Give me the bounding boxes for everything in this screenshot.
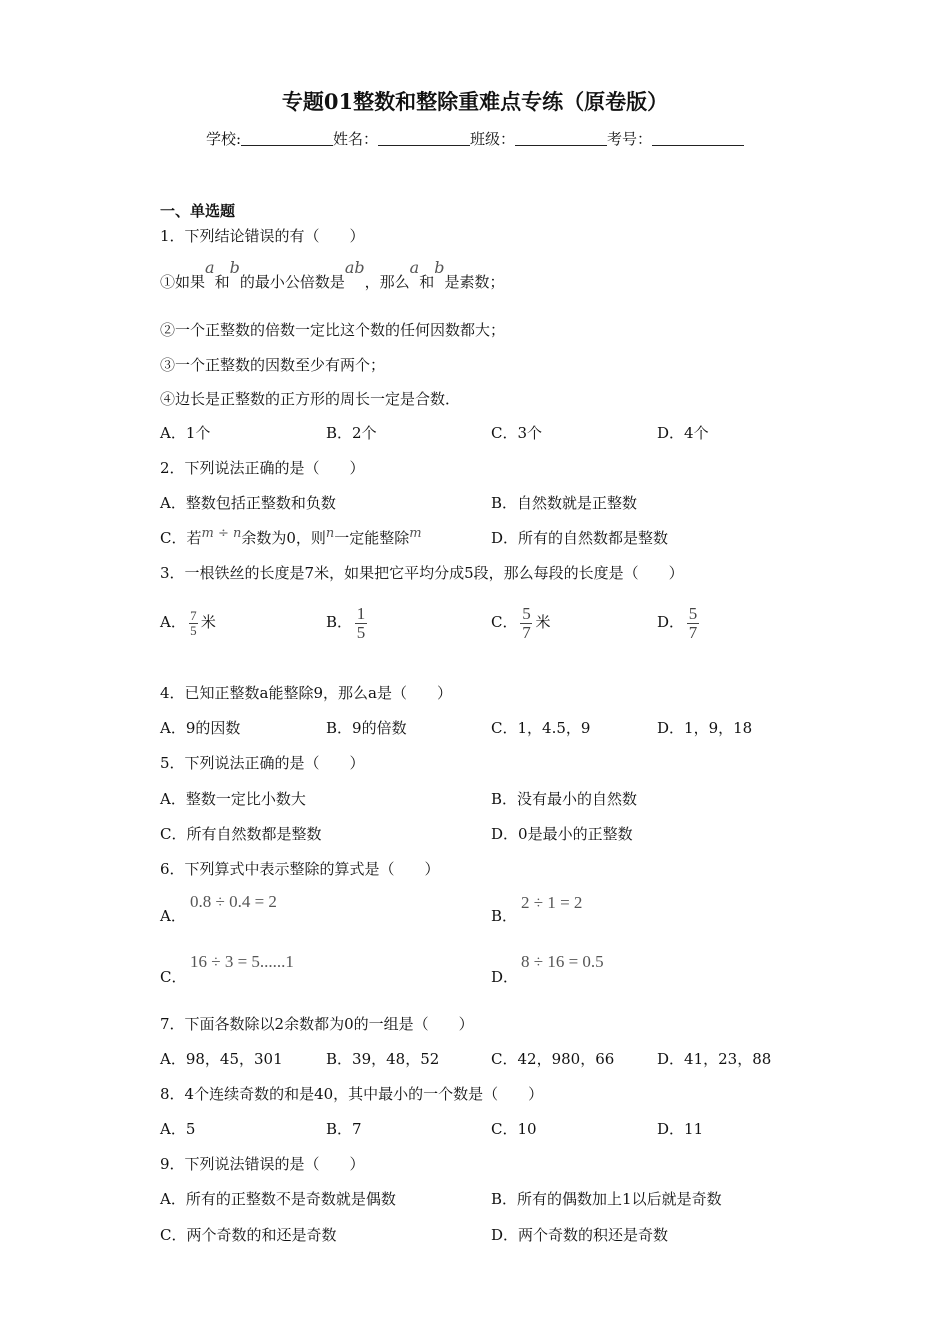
q2-c-text: 一定能整除 [334, 529, 410, 547]
denominator: 5 [190, 622, 197, 638]
q8-stem: 8．4个连续奇数的和是40，其中最小的一个数是（ ） [160, 1085, 544, 1103]
var-b: b [229, 258, 240, 277]
q9-option-a[interactable]: A．所有的正整数不是奇数就是偶数 [160, 1190, 396, 1208]
q9-option-c[interactable]: C．两个奇数的和还是奇数 [160, 1226, 337, 1244]
q2-option-d[interactable]: D．所有的自然数都是整数 [491, 529, 669, 547]
section-heading: 一、单选题 [160, 202, 236, 220]
q3-c-label: C． [491, 613, 518, 631]
q3-option-c[interactable] [491, 602, 551, 642]
q3-option-d[interactable] [657, 602, 702, 642]
q1-stem: 1．下列结论错误的有（ ） [160, 227, 365, 245]
q1-option-b[interactable]: B．2个 [326, 424, 377, 442]
var-b: b [434, 258, 445, 277]
page-title: 专题01整数和整除重难点专练（原卷版） [281, 89, 669, 114]
q1-statement-3: ③一个正整数的因数至少有两个； [160, 356, 386, 374]
q8-option-c[interactable]: C．10 [491, 1120, 537, 1138]
numerator: 5 [522, 603, 531, 623]
q5-option-c[interactable]: C．所有自然数都是整数 [160, 825, 322, 843]
school-blank[interactable] [241, 131, 333, 146]
denominator: 7 [688, 622, 698, 642]
q4-option-b[interactable]: B．9的倍数 [326, 719, 407, 737]
unit: 米 [200, 613, 216, 631]
q7-stem: 7．下面各数除以2余数都为0的一组是（ ） [160, 1015, 474, 1033]
q6-option-c-expr: 16 ÷ 3 = 5......1 [190, 952, 294, 971]
q1-option-d[interactable]: D．4个 [657, 424, 709, 442]
q1-s1-text: 和 [214, 273, 230, 291]
denominator: 5 [356, 622, 366, 642]
q6-option-b-label[interactable]: B． [491, 907, 518, 925]
q6-option-c-label[interactable]: C． [160, 968, 187, 986]
q7-option-a[interactable]: A．98，45，301 [160, 1050, 283, 1068]
q2-c-text: 余数为0，则 [241, 529, 326, 547]
numerator: 1 [356, 603, 366, 623]
q8-option-b[interactable]: B．7 [326, 1120, 362, 1138]
q6-option-a-expr: 0.8 ÷ 0.4 = 2 [190, 892, 277, 911]
q6-option-d-label[interactable]: D． [491, 968, 519, 986]
fraction-7-5 [189, 609, 198, 638]
name-label: 姓名： [333, 130, 379, 148]
q6-option-d-expr: 8 ÷ 16 = 0.5 [521, 952, 604, 971]
numerator: 7 [190, 607, 197, 623]
name-blank[interactable] [378, 131, 470, 146]
q3-a-label: A． [160, 613, 186, 631]
exam-number-label: 考号： [607, 130, 653, 148]
q7-option-d[interactable]: D．41，23，88 [657, 1050, 772, 1068]
fraction-5-7 [687, 605, 699, 642]
var-m: m [409, 526, 422, 541]
q1-s1-text: 和 [419, 273, 435, 291]
var-a: a [205, 258, 215, 277]
q2-option-c[interactable] [160, 528, 422, 550]
class-blank[interactable] [515, 131, 607, 146]
q8-option-d[interactable]: D．11 [657, 1120, 704, 1138]
q1-s1-text: ，那么 [364, 273, 410, 291]
q4-option-a[interactable]: A．9的因数 [160, 719, 241, 737]
q3-b-label: B． [326, 613, 353, 631]
expr-m-div-n: m ÷ n [201, 526, 242, 541]
exam-number-blank[interactable] [652, 131, 744, 146]
var-n: n [325, 526, 335, 541]
school-label: 学校: [205, 130, 241, 148]
q4-stem: 4．已知正整数a能整除9，那么a是（ ） [160, 684, 452, 702]
q1-statement-4: ④边长是正整数的正方形的周长一定是合数． [160, 390, 461, 408]
unit: 米 [535, 613, 551, 631]
q5-stem: 5．下列说法正确的是（ ） [160, 754, 365, 772]
q4-option-d[interactable]: D．1，9，18 [657, 719, 753, 737]
fraction-5-7 [520, 605, 532, 642]
class-label: 班级： [470, 130, 516, 148]
q6-stem: 6．下列算式中表示整除的算式是（ ） [160, 860, 440, 878]
q4-option-c[interactable]: C．1，4.5，9 [491, 719, 591, 737]
q6-option-a-label[interactable]: A． [160, 907, 186, 925]
q2-c-text: C．若 [160, 529, 202, 547]
q2-option-b[interactable]: B．自然数就是正整数 [491, 494, 638, 512]
q6-option-b-expr: 2 ÷ 1 = 2 [521, 893, 583, 912]
q5-option-a[interactable]: A．整数一定比小数大 [160, 790, 306, 808]
student-info-line [0, 128, 950, 149]
q2-stem: 2．下列说法正确的是（ ） [160, 459, 365, 477]
q7-option-c[interactable]: C．42，980，66 [491, 1050, 615, 1068]
var-ab: ab [344, 258, 365, 277]
q9-stem: 9．下列说法错误的是（ ） [160, 1155, 365, 1173]
q1-s1-text: 的最小公倍数是 [239, 273, 345, 291]
q1-s1-text: 是素数； [444, 273, 505, 291]
q9-option-b[interactable]: B．所有的偶数加上1以后就是奇数 [491, 1190, 722, 1208]
q1-option-c[interactable]: C．3个 [491, 424, 543, 442]
q3-option-b[interactable] [326, 602, 370, 642]
q2-option-a[interactable]: A．整数包括正整数和负数 [160, 494, 336, 512]
denominator: 7 [522, 622, 531, 642]
q1-statement-1 [160, 258, 505, 292]
q5-option-d[interactable]: D．0是最小的正整数 [491, 825, 633, 843]
var-a: a [409, 258, 420, 277]
q9-option-d[interactable]: D．两个奇数的积还是奇数 [491, 1226, 669, 1244]
q1-option-a[interactable]: A．1个 [160, 424, 211, 442]
q1-s1-text: ①如果 [160, 273, 206, 291]
q5-option-b[interactable]: B．没有最小的自然数 [491, 790, 638, 808]
q7-option-b[interactable]: B．39，48，52 [326, 1050, 440, 1068]
q3-stem: 3．一根铁丝的长度是7米，如果把它平均分成5段，那么每段的长度是（ ） [160, 564, 684, 582]
q3-option-a[interactable] [160, 602, 216, 642]
q3-d-label: D． [657, 613, 685, 631]
numerator: 5 [688, 603, 698, 623]
q1-statement-2: ②一个正整数的倍数一定比这个数的任何因数都大； [160, 321, 506, 339]
fraction-1-5 [355, 605, 367, 642]
q8-option-a[interactable]: A．5 [160, 1120, 196, 1138]
